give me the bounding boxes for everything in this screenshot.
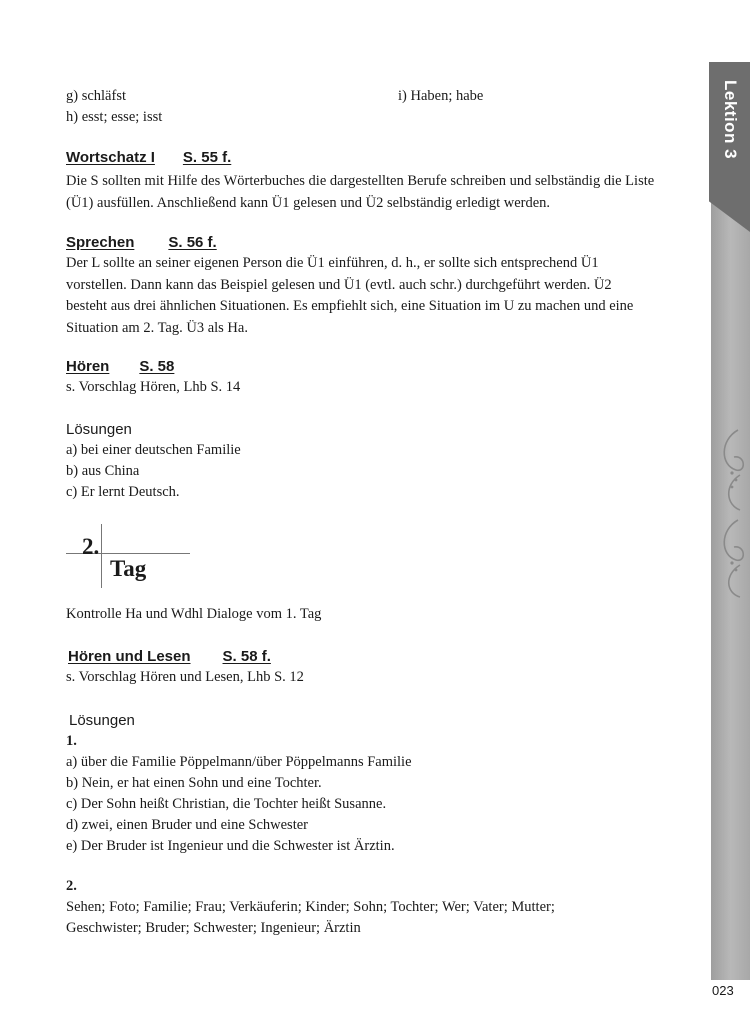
hl-answer-d: d) zwei, einen Bruder und eine Schwester <box>66 817 308 833</box>
wortschatz-paragraph <box>66 171 692 214</box>
paragraph-line: besteht aus drei ähnlichen Situationen. Es empfiehlt sich, eine Situation im U zu machen und eine <box>66 298 634 314</box>
hl-answer-e: e) Der Bruder ist Ingenieur und die Schwester ist Ärztin. <box>66 838 395 854</box>
section-page-ref: S. 55 f. <box>182 149 232 166</box>
exercise-number-1: 1. <box>66 733 77 749</box>
hl-answer-c: c) Der Sohn heißt Christian, die Tochter heißt Susanne. <box>66 796 387 812</box>
paragraph-line: vorstellen. Dann kann das Beispiel gelesen und Ü1 (evtl. auch schr.) durchgeführt werden. Ü2 <box>66 276 612 293</box>
exercise-number-2: 2. <box>66 878 77 894</box>
day-number: 2. <box>82 534 100 559</box>
paragraph-line: Die S sollten mit Hilfe des Wörterbuches die dargestellten Berufe schreiben und selbständig die Liste <box>66 173 655 189</box>
section-page-ref: S. 58 f. <box>222 648 271 665</box>
section-page-ref: S. 56 f. <box>168 234 217 251</box>
answer-h: h) esst; esse; isst <box>66 109 163 125</box>
hoeren-answer-c: c) Er lernt Deutsch. <box>66 484 180 500</box>
hl-answer-b: b) Nein, er hat einen Sohn und eine Tochter. <box>66 775 322 791</box>
section-title: Hören <box>66 358 110 375</box>
paragraph-line: (Ü1) ausfüllen. Anschließend kann Ü1 gelesen und Ü2 selbständig erledigt werden. <box>66 194 551 211</box>
lesson-label: Lektion 3 <box>721 80 740 160</box>
hoeren-answer-b: b) aus China <box>66 463 140 479</box>
section-heading-hoeren-lesen <box>68 648 271 665</box>
section-title: Wortschatz I <box>66 149 155 166</box>
ornament-icon <box>718 425 748 600</box>
section-page-ref: S. 58 <box>139 358 175 375</box>
page-number: 023 <box>712 983 734 998</box>
loesungen-label: Lösungen <box>66 421 132 438</box>
hoeren-lesen-note: s. Vorschlag Hören und Lesen, Lhb S. 12 <box>66 669 304 685</box>
sprechen-paragraph <box>66 253 692 339</box>
paragraph-line: Der L sollte an seiner eigenen Person die Ü1 einführen, d. h., er sollte sich entsprechend Ü1 <box>66 255 599 271</box>
word-list-line-1: Sehen; Foto; Familie; Frau; Verkäuferin; Kinder; Sohn; Tochter; Wer; Vater; Mutter; <box>66 899 555 915</box>
section-title: Hören und Lesen <box>68 648 191 665</box>
loesungen-label: Lösungen <box>69 712 135 729</box>
day-word: Tag <box>110 556 147 581</box>
section-title: Sprechen <box>66 234 135 251</box>
answer-i: i) Haben; habe <box>398 88 484 104</box>
section-heading-sprechen <box>66 234 217 251</box>
section-heading-wortschatz <box>66 149 231 166</box>
answer-g: g) schläfst <box>66 88 126 104</box>
kontrolle-line: Kontrolle Ha und Wdhl Dialoge vom 1. Tag <box>66 606 322 622</box>
hoeren-note: s. Vorschlag Hören, Lhb S. 14 <box>66 379 241 395</box>
section-heading-hoeren <box>66 358 174 375</box>
paragraph-line: Situation am 2. Tag. Ü3 als Ha. <box>66 319 248 336</box>
tag-divider-vertical <box>101 524 102 588</box>
hl-answer-a: a) über die Familie Pöppelmann/über Pöppelmanns Familie <box>66 754 412 770</box>
hoeren-answer-a: a) bei einer deutschen Familie <box>66 442 241 458</box>
word-list-line-2: Geschwister; Bruder; Schwester; Ingenieur; Ärztin <box>66 920 361 936</box>
